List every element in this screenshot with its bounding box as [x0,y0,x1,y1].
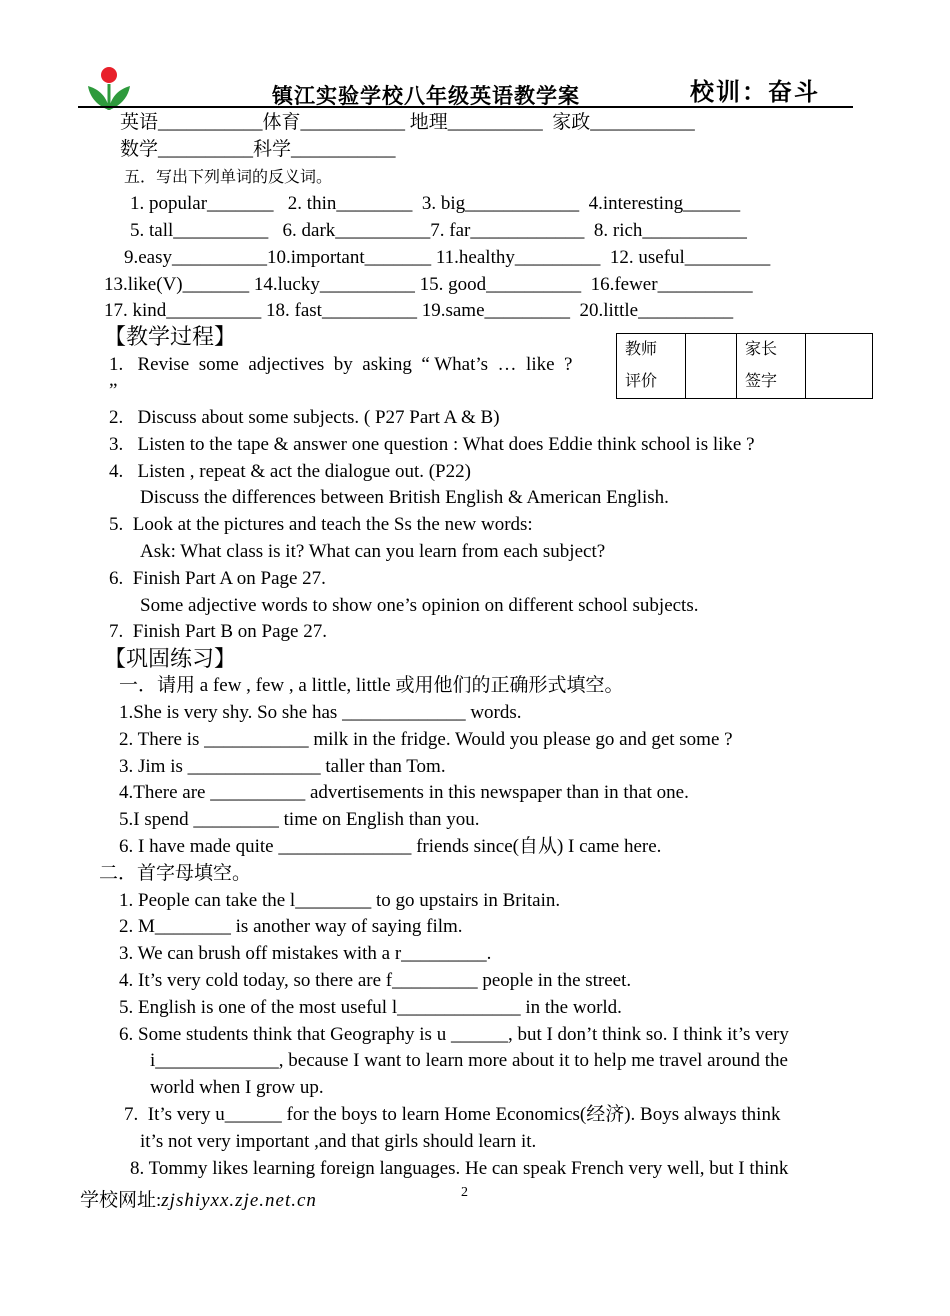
teacher-eval-label [617,334,686,399]
practice-part1-q4: 4.There are __________ advertisements in this newspaper than in that one. [119,782,689,803]
antonyms-row-2: 5. tall__________ 6. dark__________7. far____________ 8. rich___________ [130,220,747,241]
teaching-item-5-sub: Ask: What class is it? What can you learn from each subject? [140,541,606,562]
teaching-item-2: 2. Discuss about some subjects. ( P27 Part A & B) [109,407,500,428]
practice-part2-q7-line1: 7. It’s very u______ for the boys to learn Home Economics(经济). Boys always think [124,1104,781,1125]
practice-part2-heading: 二．首字母填空。 [99,863,252,884]
antonyms-heading: 五．写出下列单词的反义词。 [124,169,333,186]
teacher-eval-cell[interactable] [686,334,737,399]
parent-sign-label-1: 家长 [745,341,778,358]
antonyms-row-3: 9.easy__________10.important_______ 11.healthy_________ 12. useful_________ [124,247,771,268]
practice-part2-q6-line3: world when I grow up. [150,1077,324,1098]
teaching-item-6-sub: Some adjective words to show one’s opinion on different school subjects. [140,595,699,616]
parent-sign-label [737,334,806,399]
practice-part2-q8-line1: 8. Tommy likes learning foreign languages. He can speak French very well, but I think [130,1158,789,1179]
teaching-item-4: 4. Listen , repeat & act the dialogue out. (P22) [109,461,471,482]
evaluation-table [616,333,873,399]
header-rule [78,106,853,108]
practice-part1-q2: 2. There is ___________ milk in the fridge. Would you please go and get some ? [119,729,733,750]
practice-part1-q1: 1.She is very shy. So she has _____________ words. [119,702,522,723]
footer-label: 学校网址: [80,1190,162,1211]
antonyms-row-5: 17. kind__________ 18. fast__________ 19.same_________ 20.little__________ [104,300,734,321]
parent-sign-label-2: 签字 [745,373,778,390]
teaching-item-1: 1. Revise some adjectives by asking “ What’s … like ? [109,354,573,375]
teaching-item-1-cont: ” [109,380,118,401]
practice-part2-q6-line1: 6. Some students think that Geography is u ______, but I don’t think so. I think it’s very [119,1024,789,1045]
subjects-row-2: 数学__________科学___________ [120,139,396,160]
practice-part2-q5: 5. English is one of the most useful l_____________ in the world. [119,997,622,1018]
teaching-item-6: 6. Finish Part A on Page 27. [109,568,326,589]
practice-part2-q6-line2: i_____________, because I want to learn more about it to help me travel around the [150,1050,788,1071]
practice-part1-q3: 3. Jim is ______________ taller than Tom. [119,756,446,777]
practice-part1-q5: 5.I spend _________ time on English than you. [119,809,480,830]
teaching-item-5: 5. Look at the pictures and teach the Ss the new words: [109,514,533,535]
practice-part1-q6: 6. I have made quite ______________ friends since(自从) I came here. [119,836,662,857]
teacher-eval-label-1: 教师 [625,341,658,358]
antonyms-row-4: 13.like(V)_______ 14.lucky__________ 15. good__________ 16.fewer__________ [104,274,753,295]
footer-website [80,1185,317,1212]
footer-url[interactable]: zjshiyxx.zje.net.cn [161,1190,317,1211]
practice-part2-q4: 4. It’s very cold today, so there are f_________ people in the street. [119,970,632,991]
teaching-heading: 【教学过程】 [104,324,237,349]
practice-part2-q1: 1. People can take the l________ to go upstairs in Britain. [119,890,561,911]
antonyms-row-1: 1. popular_______ 2. thin________ 3. big____________ 4.interesting______ [130,193,741,214]
parent-sign-cell[interactable] [806,334,873,399]
practice-part2-q3: 3. We can brush off mistakes with a r_________. [119,943,492,964]
teacher-eval-label-2: 评价 [625,373,658,390]
practice-heading: 【巩固练习】 [104,646,237,671]
teaching-item-7: 7. Finish Part B on Page 27. [109,621,327,642]
school-motto: 校训：奋斗 [690,78,820,106]
practice-part2-q2: 2. M________ is another way of saying film. [119,916,463,937]
subjects-row-1: 英语___________体育___________ 地理__________ 家政___________ [120,112,695,133]
page-title: 镇江实验学校八年级英语教学案 [272,84,580,108]
practice-part1-heading: 一．请用 a few , few , a little, little 或用他们的正确形式填空。 [119,675,624,696]
page-number: 2 [461,1185,468,1200]
teaching-item-4-sub: Discuss the differences between British English & American English. [140,487,669,508]
practice-part2-q7-line2: it’s not very important ,and that girls should learn it. [140,1131,537,1152]
teaching-item-3: 3. Listen to the tape & answer one question : What does Eddie think school is like ? [109,434,755,455]
